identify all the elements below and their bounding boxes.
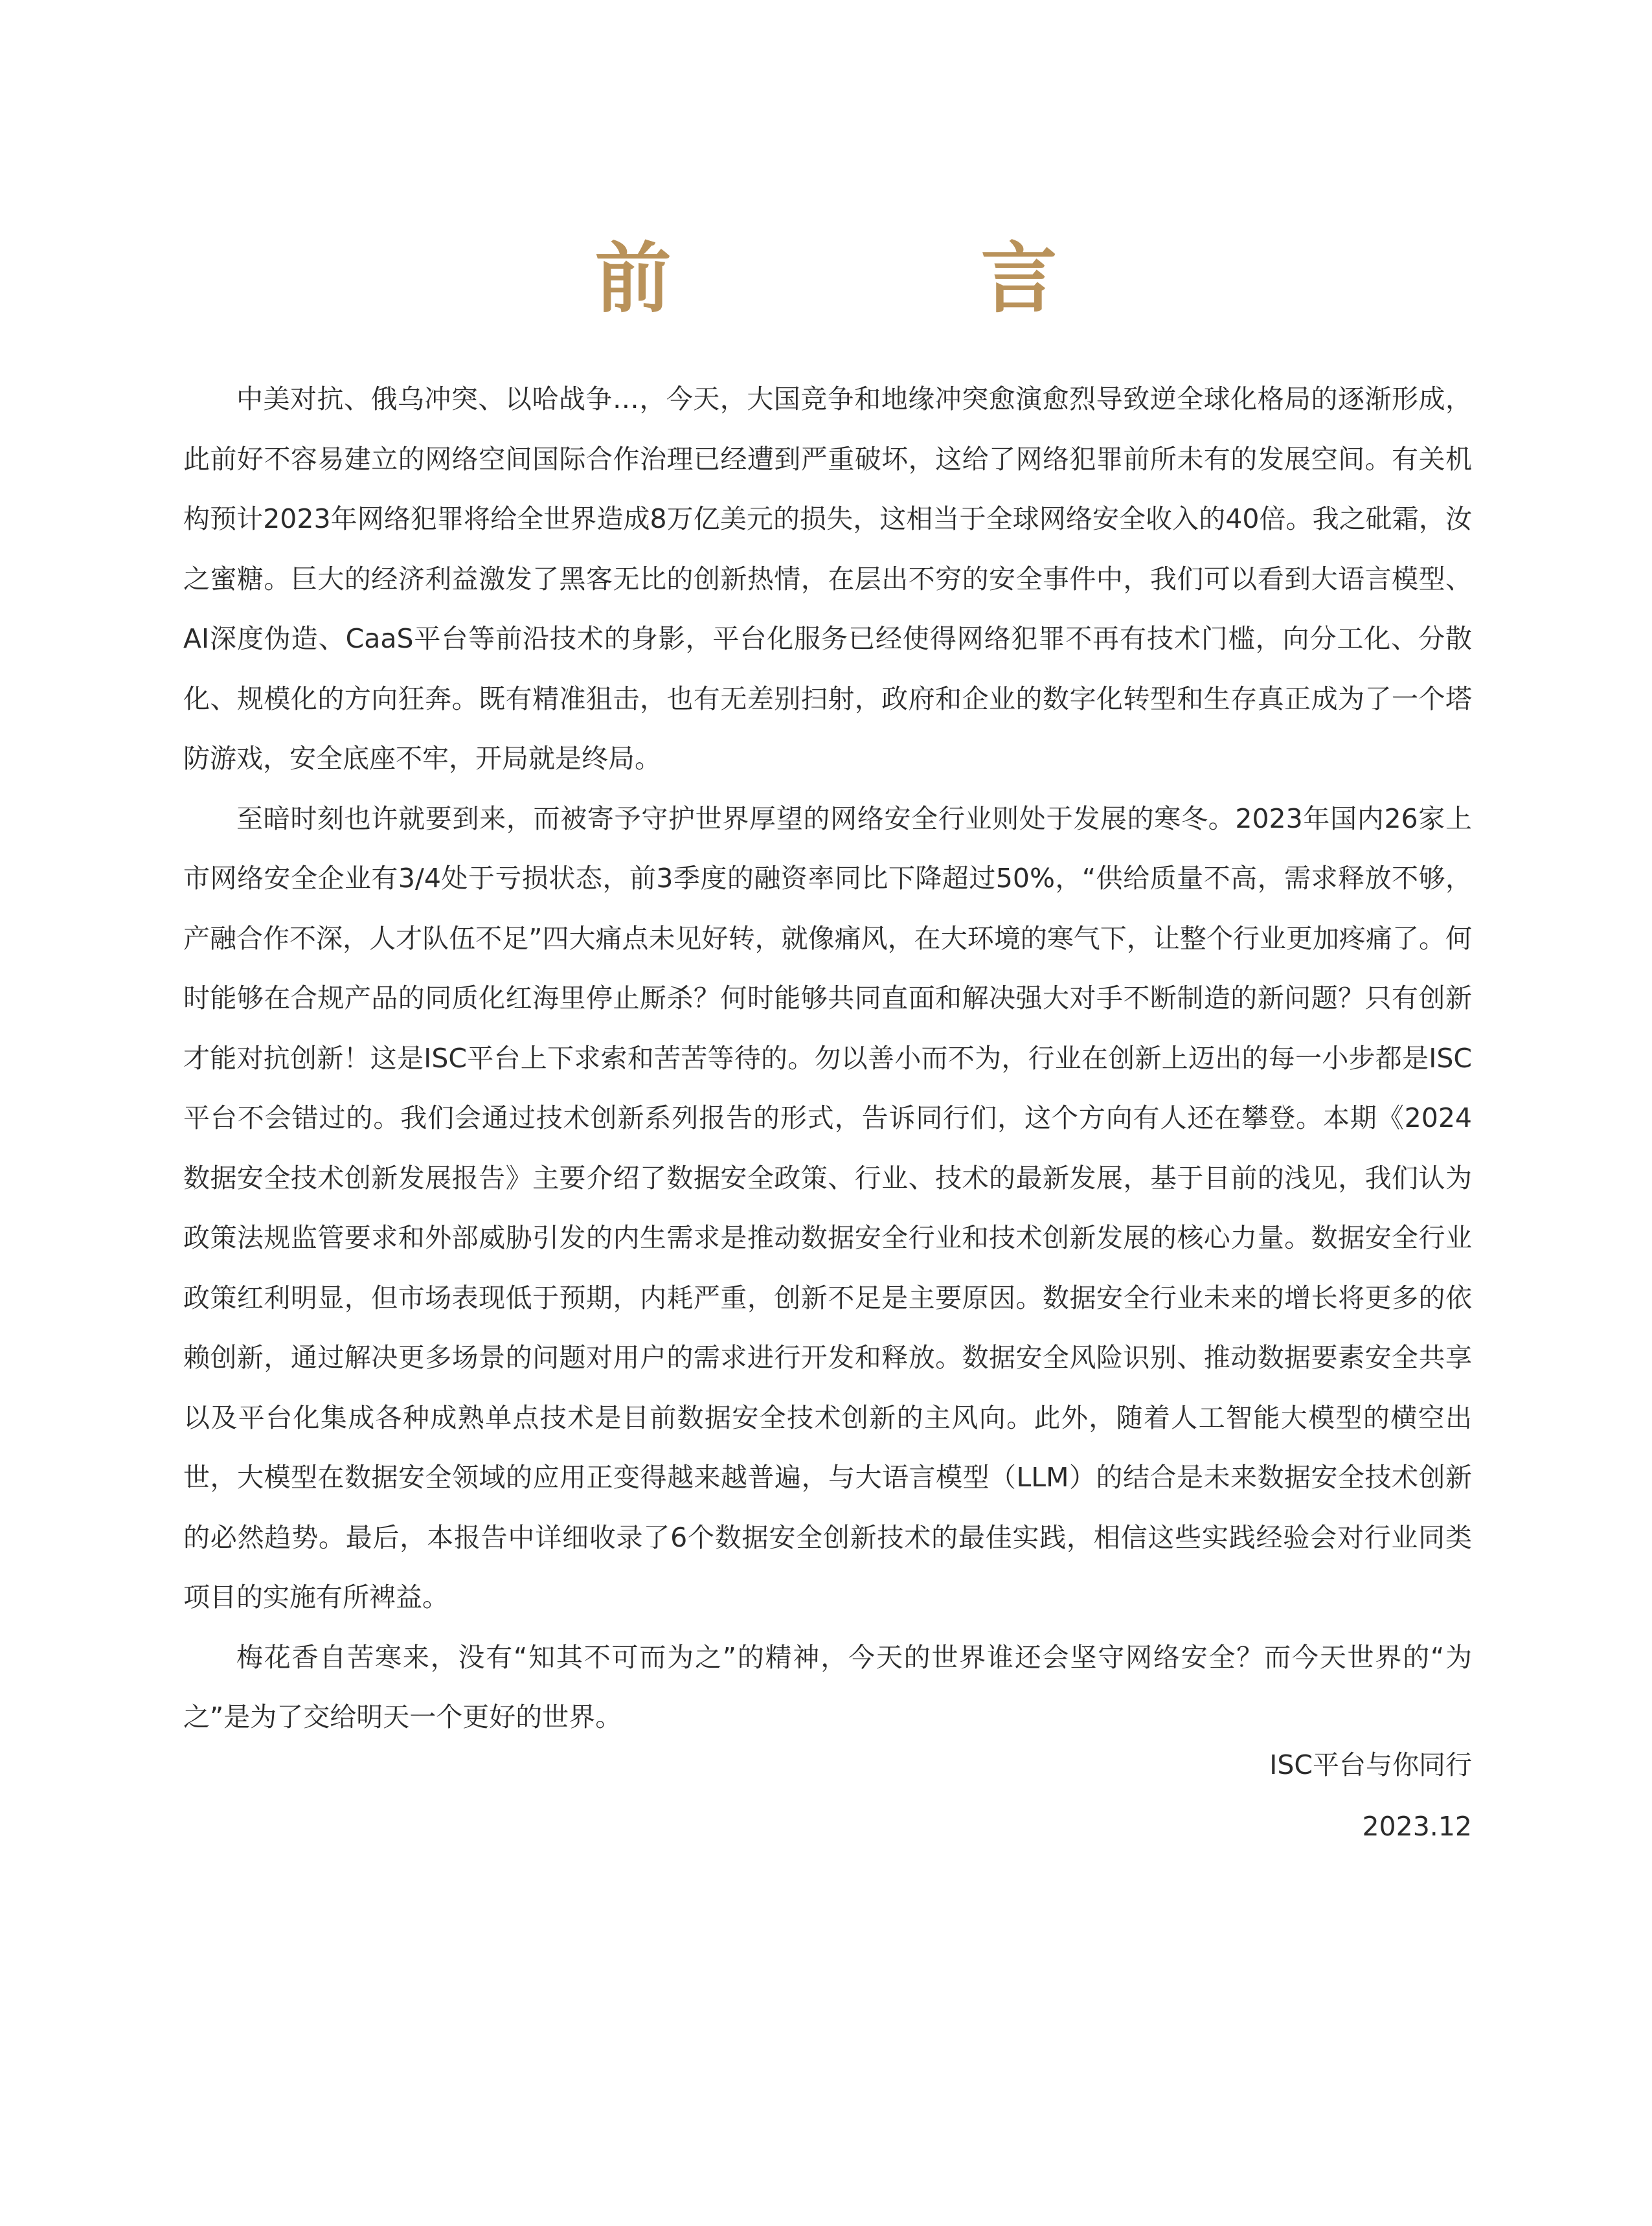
date: 2023.12 [1362,1811,1472,1842]
preface-body [183,369,1472,1747]
signature: ISC平台与你同行 [1269,1749,1472,1780]
page-title: 前 言 [594,234,1174,323]
paragraph-3: 梅花香自苦寒来，没有“知其不可而为之”的精神，今天的世界谁还会坚守网络安全？而今天世界的“为之”是为了交给明天一个更好的世界。 [183,1641,1472,1732]
paragraph-1: 中美对抗、俄乌冲突、以哈战争…，今天，大国竞争和地缘冲突愈演愈烈导致逆全球化格局的逐渐形成，此前好不容易建立的网络空间国际合作治理已经遭到严重破坏，这给了网络犯罪前所未有的发展空间。有关机构预计2023年网络犯罪将给全世界造成8万亿美元的损失，这相当于全球网络安全收入的40倍。我之砒霜，汝之蜜糖。巨大的经济利益激发了黑客无比的创新热情，在层出不穷的安全事件中，我们可以看到大语言模型、AI深度伪造、CaaS平台等前沿技术的身影，平台化服务已经使得网络犯罪不再有技术门槛，向分工化、分散化、规模化的方向狂奔。既有精准狙击，也有无差别扫射，政府和企业的数字化转型和生存真正成为了一个塔防游戏，安全底座不牢，开局就是终局。 [183,383,1472,774]
paragraph-2: 至暗时刻也许就要到来，而被寄予守护世界厚望的网络安全行业则处于发展的寒冬。2023年国内26家上市网络安全企业有3/4处于亏损状态，前3季度的融资率同比下降超过50%，“供给质量不高，需求释放不够，产融合作不深，人才队伍不足”四大痛点未见好转，就像痛风，在大环境的寒气下，让整个行业更加疼痛了。何时能够在合规产品的同质化红海里停止厮杀？何时能够共同直面和解决强大对手不断制造的新问题？只有创新才能对抗创新！这是ISC平台上下求索和苦苦等待的。勿以善小而不为，行业在创新上迈出的每一小步都是ISC平台不会错过的。我们会通过技术创新系列报告的形式，告诉同行们，这个方向有人还在攀登。本期《2024数据安全技术创新发展报告》主要介绍了数据安全政策、行业、技术的最新发展，基于目前的浅见，我们认为政策法规监管要求和外部威胁引发的内生需求是推动数据安全行业和技术创新发展的核心力量。数据安全行业政策红利明显，但市场表现低于预期，内耗严重，创新不足是主要原因。数据安全行业未来的增长将更多的依赖创新，通过解决更多场景的问题对用户的需求进行开发和释放。数据安全风险识别、推动数据要素安全共享以及平台化集成各种成熟单点技术是目前数据安全技术创新的主风向。此外，随着人工智能大模型的横空出世，大模型在数据安全领域的应用正变得越来越普遍，与大语言模型（LLM）的结合是未来数据安全技术创新的必然趋势。最后，本报告中详细收录了6个数据安全创新技术的最佳实践，相信这些实践经验会对行业同类项目的实施有所裨益。 [183,802,1472,1613]
